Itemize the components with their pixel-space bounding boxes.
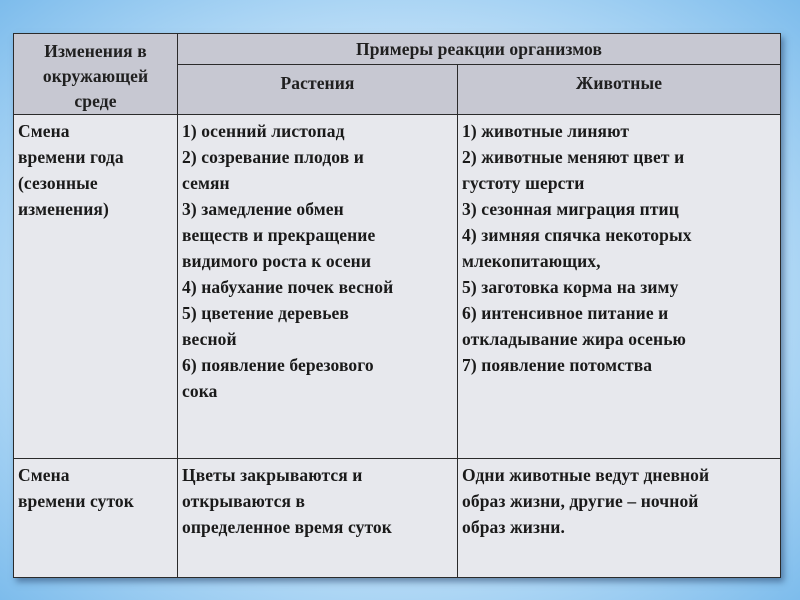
list-item: весной [182, 329, 237, 349]
list-item: Одни животные ведут дневной [462, 465, 710, 485]
header-animals: Животные [458, 65, 781, 115]
list-item: Цветы закрываются и [182, 465, 363, 485]
cell-change-season [14, 115, 178, 459]
list-item: 2) животные меняют цвет и [462, 147, 685, 167]
list-item: 6) интенсивное питание и [462, 303, 669, 323]
list-item: 6) появление березового [182, 355, 374, 375]
cell-plants-day [178, 459, 458, 578]
header-environment-change [14, 34, 178, 115]
cell-change-day [14, 459, 178, 578]
list-item: млекопитающих, [462, 251, 601, 271]
cell-plants-season [178, 115, 458, 459]
cell-line: изменения) [18, 199, 109, 219]
cell-animals-season [458, 115, 781, 459]
cell-line: времени года [18, 147, 124, 167]
cell-line: времени суток [18, 491, 134, 511]
list-item: определенное время суток [182, 517, 392, 537]
list-item: 5) заготовка корма на зиму [462, 277, 679, 297]
list-item: откладывание жира осенью [462, 329, 687, 349]
list-item: семян [182, 173, 230, 193]
list-item: сока [182, 381, 218, 401]
list-item: 3) сезонная миграция птиц [462, 199, 679, 219]
list-item: густоту шерсти [462, 173, 585, 193]
list-item: образ жизни, другие – ночной [462, 491, 699, 511]
list-item: 4) набухание почек весной [182, 277, 394, 297]
list-item: открываются в [182, 491, 306, 511]
list-item: 3) замедление обмен [182, 199, 344, 219]
header-examples: Примеры реакции организмов [178, 34, 781, 65]
header-row-top [14, 34, 781, 65]
list-item: веществ и прекращение [182, 225, 376, 245]
list-item: 5) цветение деревьев [182, 303, 349, 323]
table-row-season [14, 115, 781, 459]
list-item: 7) появление потомства [462, 355, 653, 375]
list-item: 2) созревание плодов и [182, 147, 364, 167]
header-environment-line: окружающей [42, 66, 149, 86]
cell-line: Смена [18, 465, 70, 485]
list-item: 1) осенний листопад [182, 121, 345, 141]
cell-line: Смена [18, 121, 70, 141]
list-item: образ жизни. [462, 517, 565, 537]
reactions-table [13, 33, 781, 578]
table-row-day [14, 459, 781, 578]
cell-line: (сезонные [18, 173, 98, 193]
header-environment-line: Изменения в [44, 41, 147, 61]
list-item: видимого роста к осени [182, 251, 372, 271]
list-item: 1) животные линяют [462, 121, 630, 141]
cell-animals-day [458, 459, 781, 578]
header-plants: Растения [178, 65, 458, 115]
header-environment-line: среде [74, 91, 117, 111]
list-item: 4) зимняя спячка некоторых [462, 225, 692, 245]
